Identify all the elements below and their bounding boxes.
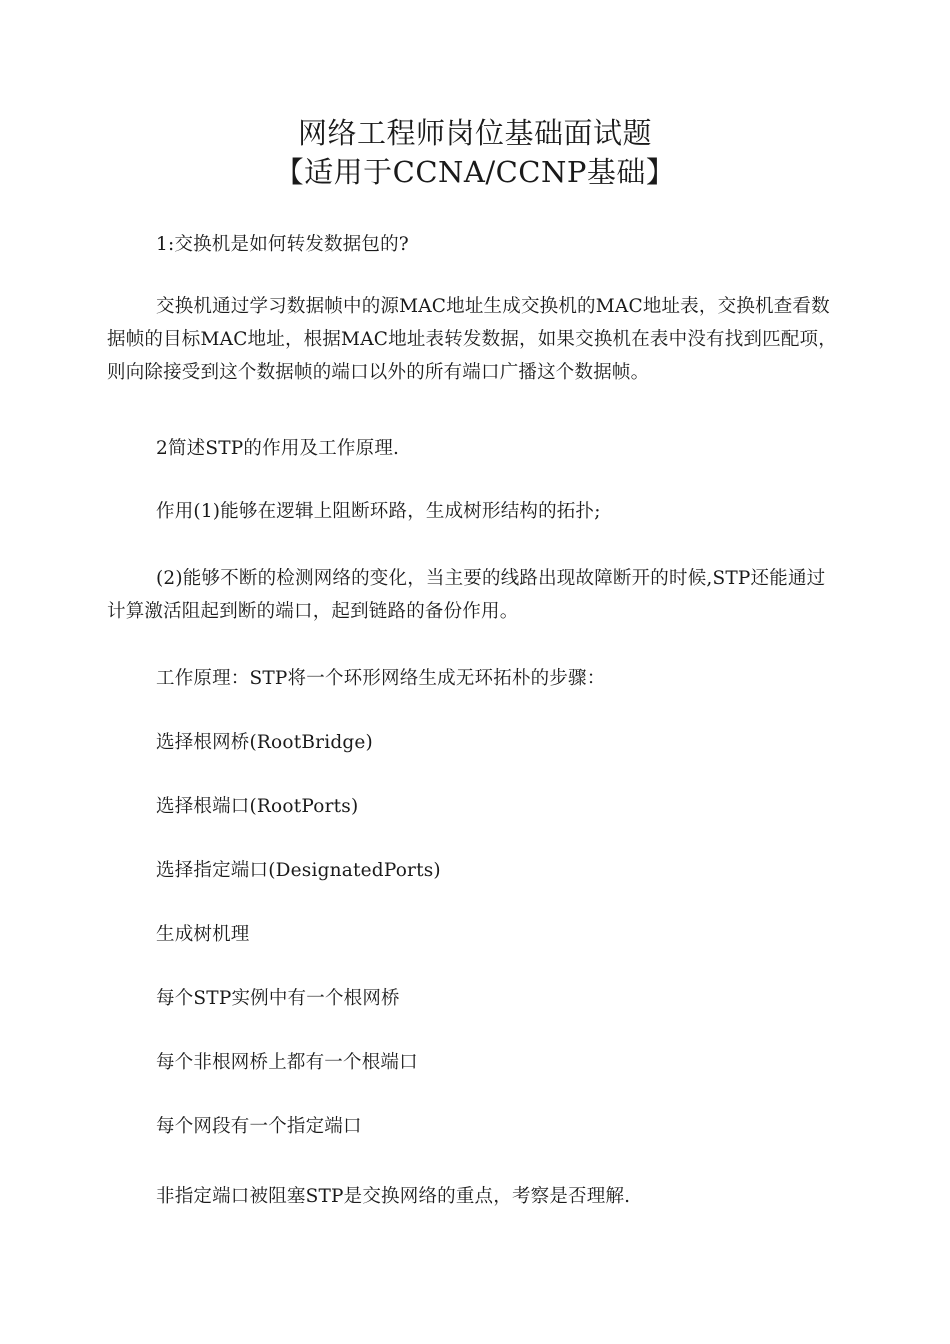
stp-step-designated-ports: 选择指定端口(DesignatedPorts) [156, 860, 441, 881]
stp-rule-designated-port: 每个网段有一个指定端口 [156, 1116, 362, 1137]
stp-principle-intro: 工作原理：STP将一个环形网络生成无环拓朴的步骤： [156, 668, 606, 689]
document-title: 网络工程师岗位基础面试题 [297, 116, 652, 150]
stp-rule-blocked-port: 非指定端口被阻塞STP是交换网络的重点，考察是否理解. [156, 1186, 631, 1207]
stp-rule-root-port: 每个非根网桥上都有一个根端口 [156, 1052, 418, 1073]
stp-rule-root-bridge: 每个STP实例中有一个根网桥 [156, 988, 400, 1009]
stp-step-root-bridge: 选择根网桥(RootBridge) [156, 732, 373, 753]
stp-mechanism-heading: 生成树机理 [156, 924, 250, 945]
stp-function-2: (2)能够不断的检测网络的变化，当主要的线路出现故障断开的时候,STP还能通过计算激活阻起到断的端口，起到链路的备份作用。 [107, 568, 826, 622]
stp-step-root-ports: 选择根端口(RootPorts) [156, 796, 359, 817]
document-subtitle: 【适用于CCNA/CCNP基础】 [274, 155, 676, 189]
question-1-heading: 1:交换机是如何转发数据包的? [156, 234, 409, 255]
stp-function-1: 作用(1)能够在逻辑上阻断环路，生成树形结构的拓扑; [156, 501, 601, 522]
question-1-answer: 交换机通过学习数据帧中的源MAC地址生成交换机的MAC地址表，交换机查看数据帧的目标MAC地址，根据MAC地址表转发数据，如果交换机在表中没有找到匹配项，则向除接受到这个数据帧的端口以外的所有端口广播这个数据帧。 [107, 296, 837, 383]
question-2-heading: 2简述STP的作用及工作原理. [156, 438, 400, 459]
